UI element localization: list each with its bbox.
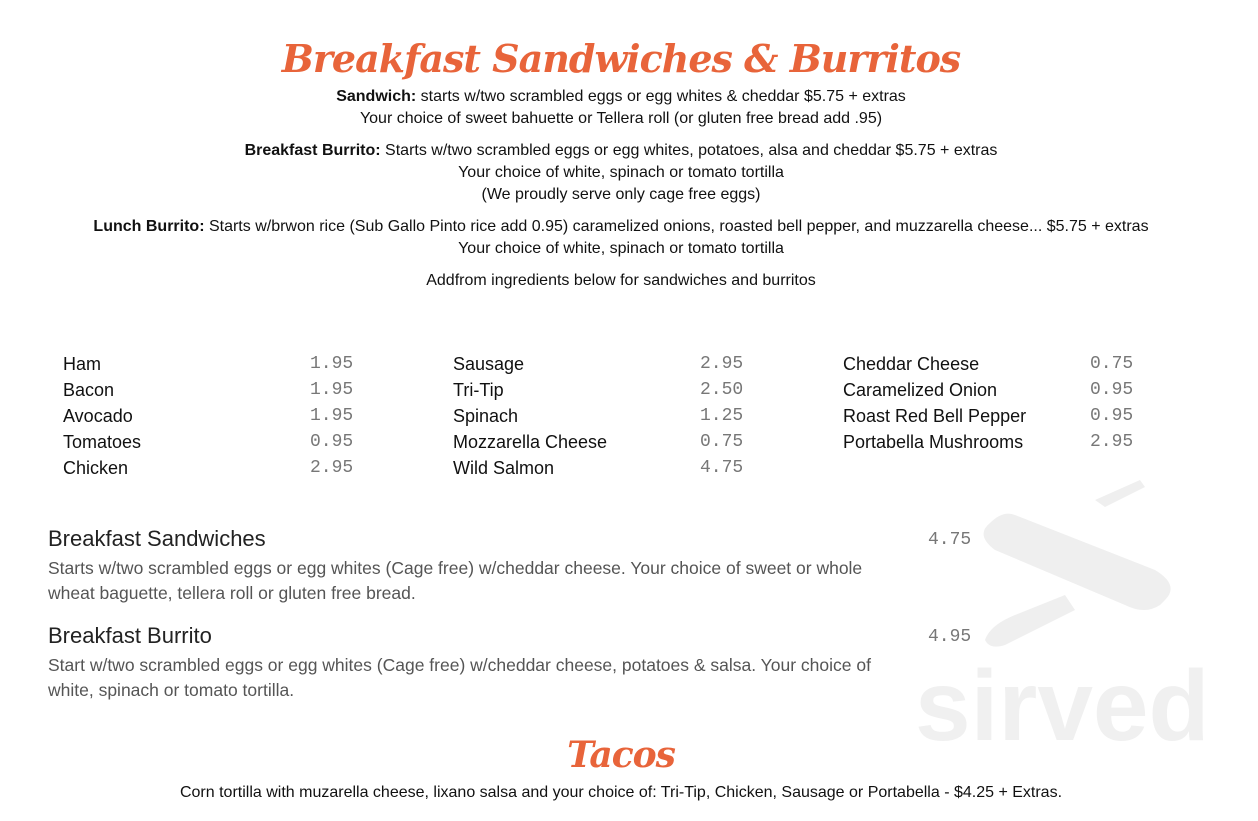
ingredient-price: 0.75 [700, 432, 744, 452]
intro-line [0, 140, 1242, 162]
ingredient-row [63, 354, 373, 380]
ingredient-price: 4.75 [700, 458, 744, 478]
ingredient-price: 2.50 [700, 380, 744, 400]
intro-label: Breakfast Burrito: [244, 142, 381, 159]
intro-label: Sandwich: [336, 88, 417, 105]
intro-text-line: Your choice of white, spinach or tomato tortilla [458, 240, 784, 257]
sirved-watermark [915, 475, 1245, 755]
item-description: Starts w/two scrambled eggs or egg whites (Cage free) w/cheddar cheese. Your choice of sweet or whole wheat baguette, tellera roll or gluten free bread. [48, 558, 863, 603]
ingredient-price: 1.95 [310, 380, 354, 400]
ingredient-name: Ham [63, 354, 102, 374]
intro-text-line: Addfrom ingredients below for sandwiches and burritos [426, 272, 816, 289]
ingredient-name: Wild Salmon [453, 458, 555, 478]
item-description: Start w/two scrambled eggs or egg whites (Cage free) w/cheddar cheese, potatoes & salsa. Your choice of white, spinach or tomato tortilla. [48, 655, 871, 700]
intro-text-line: Starts w/two scrambled eggs or egg whites, potatoes, alsa and cheddar $5.75 + extras [380, 142, 998, 159]
ingredient-row [63, 458, 373, 484]
intro-label: Lunch Burrito: [93, 218, 205, 235]
ingredient-name: Mozzarella Cheese [453, 432, 608, 452]
ingredient-price: 0.95 [1090, 406, 1134, 426]
intro-text-line: (We proudly serve only cage free eggs) [481, 186, 761, 203]
intro-line [0, 184, 1242, 206]
ingredient-price: 0.95 [1090, 380, 1134, 400]
ingredient-row [453, 458, 763, 484]
ingredient-price: 2.95 [700, 354, 744, 374]
ingredient-row [843, 380, 1153, 406]
ingredient-column [453, 354, 763, 484]
ingredient-row [63, 432, 373, 458]
ingredient-row [63, 380, 373, 406]
intro-line [0, 86, 1242, 108]
ingredient-name: Portabella Mushrooms [843, 432, 1024, 452]
intro-line [0, 238, 1242, 260]
intro-text-line: starts w/two scrambled eggs or egg whites & cheddar $5.75 + extras [416, 88, 906, 105]
ingredient-name: Avocado [63, 406, 133, 426]
ingredient-row [843, 432, 1153, 458]
intro-line [0, 216, 1242, 238]
ingredient-price: 1.95 [310, 354, 354, 374]
ingredient-row [63, 406, 373, 432]
watermark-text: sirved [915, 650, 1210, 750]
item-name: Breakfast Sandwiches [48, 526, 266, 551]
menu-item [48, 526, 972, 606]
ingredient-name: Tri-Tip [453, 380, 504, 400]
ingredient-column [63, 354, 373, 484]
intro-line [0, 108, 1242, 130]
ingredient-row [453, 432, 763, 458]
intro-text-line: Starts w/brwon rice (Sub Gallo Pinto rice add 0.95) caramelized onions, roasted bell pepper, and muzzarella cheese... $5.75 + extras [204, 218, 1149, 235]
ingredient-row [843, 354, 1153, 380]
ingredient-name: Caramelized Onion [843, 380, 998, 400]
section-title: Breakfast Sandwiches & Burritos [281, 36, 961, 81]
ingredient-name: Cheddar Cheese [843, 354, 980, 374]
ingredient-row [453, 354, 763, 380]
ingredient-name: Tomatoes [63, 432, 142, 452]
ingredient-price: 0.95 [310, 432, 354, 452]
tacos-title: Tacos [567, 734, 675, 776]
ingredient-price: 2.95 [1090, 432, 1134, 452]
intro-text-line: Your choice of sweet bahuette or Tellera roll (or gluten free bread add .95) [359, 110, 883, 127]
ingredient-name: Sausage [453, 354, 525, 374]
ingredient-name: Chicken [63, 458, 129, 478]
ingredient-price: 1.95 [310, 406, 354, 426]
ingredient-row [453, 406, 763, 432]
ingredient-price: 2.95 [310, 458, 354, 478]
ingredient-name: Roast Red Bell Pepper [843, 406, 1027, 426]
ingredient-column [843, 354, 1153, 458]
intro-line [0, 162, 1242, 184]
ingredient-name: Bacon [63, 380, 115, 400]
ingredient-row [843, 406, 1153, 432]
ingredient-price: 1.25 [700, 406, 744, 426]
intro-text-line: Your choice of white, spinach or tomato tortilla [458, 164, 784, 181]
ingredient-name: Spinach [453, 406, 519, 426]
ingredient-row [453, 380, 763, 406]
item-price: 4.75 [928, 530, 972, 550]
intro-line [0, 270, 1242, 292]
item-name: Breakfast Burrito [48, 623, 212, 648]
tacos-description: Corn tortilla with muzarella cheese, lixano salsa and your choice of: Tri-Tip, Chicken, Sausage or Portabella - $4.25 + Extras. [179, 784, 1063, 801]
ingredient-price: 0.75 [1090, 354, 1134, 374]
menu-item [48, 623, 972, 703]
item-price: 4.95 [928, 627, 972, 647]
